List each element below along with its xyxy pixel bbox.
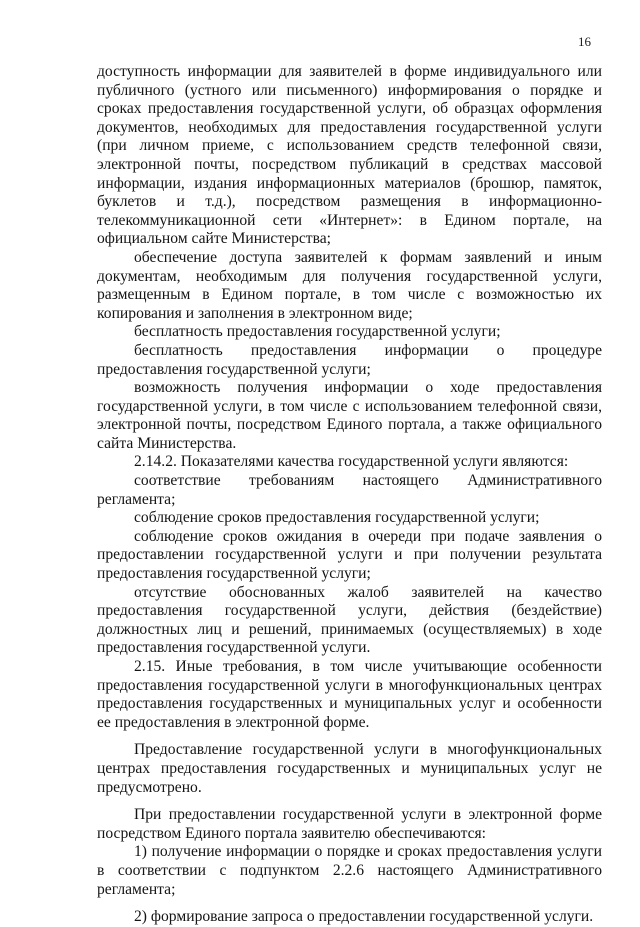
paragraph-mfc: Предоставление государственной услуги в многофункциональных центрах предоставления государственных и муниципальных услуг не предусмотрено.	[97, 741, 602, 796]
paragraph-free-service: бесплатность предоставления государственной услуги;	[134, 323, 501, 341]
paragraph-section-2-15: 2.15. Иные требования, в том числе учитывающие особенности предоставления государственной услуги в многофункциональных центрах предоставления государственных и муниципальных услуг и особенности ее предоставления в электронной форме.	[97, 658, 602, 731]
paragraph-item-2: 2) формирование запроса о предоставлении государственной услуги.	[134, 908, 594, 926]
paragraph-deadlines: соблюдение сроков предоставления государственной услуги;	[134, 509, 540, 527]
paragraph-free-info: бесплатность предоставления информации о процедуре предоставления государственной услуги;	[97, 341, 602, 378]
paragraph-no-complaints: отсутствие обоснованных жалоб заявителей на качество предоставления государственной услуги, действия (бездействие) должностных лиц и решений, принимаемых (осуществляемых) в ходе предоставления государственной услуги.	[97, 583, 602, 657]
paragraph-accessibility-info: доступность информации для заявителей в форме индивидуального или публичного (устного или письменного) информирования о порядке и сроках предоставления государственной услуги, об образцах оформления документов, необходимых для предоставления государственной услуги (при личном приеме, с использованием средств телефонной связи, электронной почты, посредством публикаций в средствах массовой информации, издания информационных материалов (брошюр, памяток, буклетов и т.д.), посредством размещения в информационно-телекоммуникационной сети «Интернет»: в Едином портале, на официальном сайте Министерства;	[97, 63, 602, 248]
paragraph-item-1: 1) получение информации о порядке и сроках предоставления услуги в соответствии с подпунктом 2.2.6 настоящего Административного регламента;	[97, 843, 602, 898]
paragraph-electronic-form: При предоставлении государственной услуги в электронной форме посредством Единого портала заявителю обеспечиваются:	[97, 806, 602, 842]
paragraph-quality-heading: 2.14.2. Показателями качества государственной услуги являются:	[134, 453, 569, 471]
paragraph-progress-info: возможность получения информации о ходе предоставления государственной услуги, в том числе с использованием телефонной связи, электронной почты, посредством Единого портала, а также официального сайта Министерства.	[97, 379, 602, 452]
page-number: 16	[578, 34, 591, 49]
paragraph-access-forms: обеспечение доступа заявителей к формам заявлений и иным документам, необходимым для получения государственной услуги, размещенным в Едином портале, в том числе с возможностью их копирования и заполнения в электронном виде;	[97, 248, 602, 322]
document-body	[97, 63, 602, 927]
paragraph-queue-wait: соблюдение сроков ожидания в очереди при подаче заявления о предоставлении государственной услуги и при получении результата предоставления государственной услуги;	[97, 527, 602, 583]
paragraph-compliance: соответствие требованиям настоящего Административного регламента;	[97, 472, 602, 508]
